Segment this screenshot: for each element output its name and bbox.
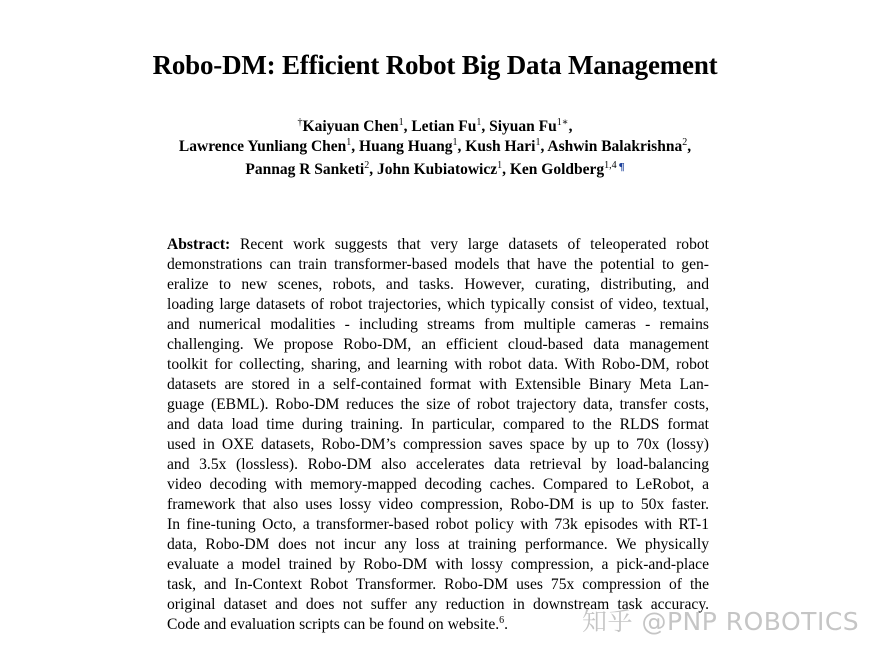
- dagger-mark: †: [297, 117, 303, 128]
- abstract-line: loading large datasets of robot trajectories, which typically consist of video, textual,: [167, 296, 709, 313]
- author-name: Kush Hari: [465, 138, 536, 155]
- affiliation: 1: [497, 160, 503, 171]
- abstract-line: data, Robo-DM does not incur any loss at training performance. We physically: [167, 536, 709, 553]
- affiliation: 1: [476, 117, 482, 128]
- abstract-line: and numerical modalities - including streams from multiple cameras - remains: [167, 316, 709, 333]
- affiliation: 1: [398, 117, 404, 128]
- affiliation: 1∗: [556, 117, 569, 128]
- abstract-line: challenging. We propose Robo-DM, an efficient cloud-based data management: [167, 336, 709, 353]
- author-line-2: [0, 137, 870, 157]
- abstract-line: and 3.5x (lossless). Robo-DM also accelerates data retrieval by load-balancing: [167, 456, 709, 473]
- affiliation: 1: [535, 137, 541, 148]
- author-name: John Kubiatowicz: [376, 161, 498, 178]
- abstract-line: original dataset and does not suffer any reduction in downstream task accuracy.: [167, 596, 709, 613]
- separator: ,: [481, 118, 490, 135]
- separator: ,: [403, 118, 412, 135]
- abstract-line: demonstrations can train transformer-based models that have the potential to gen-: [167, 256, 709, 273]
- abstract-line: eralize to new scenes, robots, and tasks. However, curating, distributing, and: [167, 276, 709, 293]
- author-name: Siyuan Fu: [489, 118, 557, 135]
- abstract-line: guage (EBML). Robo-DM reduces the size of robot trajectory data, transfer costs,: [167, 396, 709, 413]
- affiliation: 1: [346, 137, 352, 148]
- abstract-line: toolkit for collecting, sharing, and learning with robot data. With Robo-DM, robot: [167, 356, 709, 373]
- abstract-line: and data load time during training. In particular, compared to the RLDS format: [167, 416, 709, 433]
- author-name: Ashwin Balakrishna: [547, 138, 683, 155]
- separator: ,: [687, 138, 692, 155]
- author-line-3: [0, 157, 870, 180]
- separator: ,: [457, 138, 466, 155]
- footnote-ref[interactable]: 6: [499, 615, 505, 626]
- separator: ,: [502, 161, 510, 178]
- footnote-pilcrow-icon[interactable]: ¶: [618, 161, 625, 173]
- abstract-line: task, and In-Context Robot Transformer. Robo-DM uses 75x compression of the: [167, 576, 709, 593]
- abstract-line: evaluate a model trained by Robo-DM with lossy compression, a pick-and-place: [167, 556, 709, 573]
- author-name: Huang Huang: [359, 138, 453, 155]
- watermark: 知乎 @PNP ROBOTICS: [582, 607, 860, 636]
- affiliation: 1,4: [604, 160, 617, 171]
- abstract-line: [167, 235, 709, 255]
- paper-title: Robo-DM: Efficient Robot Big Data Management: [152, 50, 718, 80]
- author-line-1: [0, 117, 870, 137]
- abstract: [167, 235, 709, 635]
- affiliation: 2: [682, 137, 688, 148]
- abstract-text: Recent work suggests that very large datasets of teleoperated robot: [230, 236, 709, 253]
- separator: ,: [351, 138, 360, 155]
- author-name: Letian Fu: [411, 118, 477, 135]
- abstract-line: datasets are stored in a self-contained format with Extensible Binary Meta Lan-: [167, 376, 709, 393]
- abstract-line: framework that also uses lossy video compression, Robo-DM is up to 50x faster.: [167, 496, 709, 513]
- abstract-label: Abstract:: [167, 236, 231, 253]
- abstract-text: Code and evaluation scripts can be found on website.: [167, 616, 500, 633]
- abstract-line: video decoding with memory-mapped decoding caches. Compared to LeRobot, a: [167, 476, 709, 493]
- author-name: Pannag R Sanketi: [245, 161, 365, 178]
- separator: ,: [568, 118, 573, 135]
- author-name: Kaiyuan Chen: [302, 118, 399, 135]
- affiliation: 2: [364, 160, 370, 171]
- abstract-text: .: [504, 616, 509, 633]
- affiliation: 1: [452, 137, 458, 148]
- abstract-line: used in OXE datasets, Robo-DM’s compression saves space by up to 70x (lossy): [167, 436, 709, 453]
- separator: ,: [369, 161, 377, 178]
- abstract-line: In fine-tuning Octo, a transformer-based robot policy with 73k episodes with RT-1: [167, 516, 709, 533]
- separator: ,: [540, 138, 548, 155]
- author-name: Ken Goldberg: [509, 161, 605, 178]
- author-name: Lawrence Yunliang Chen: [178, 138, 347, 155]
- author-list: [0, 117, 870, 180]
